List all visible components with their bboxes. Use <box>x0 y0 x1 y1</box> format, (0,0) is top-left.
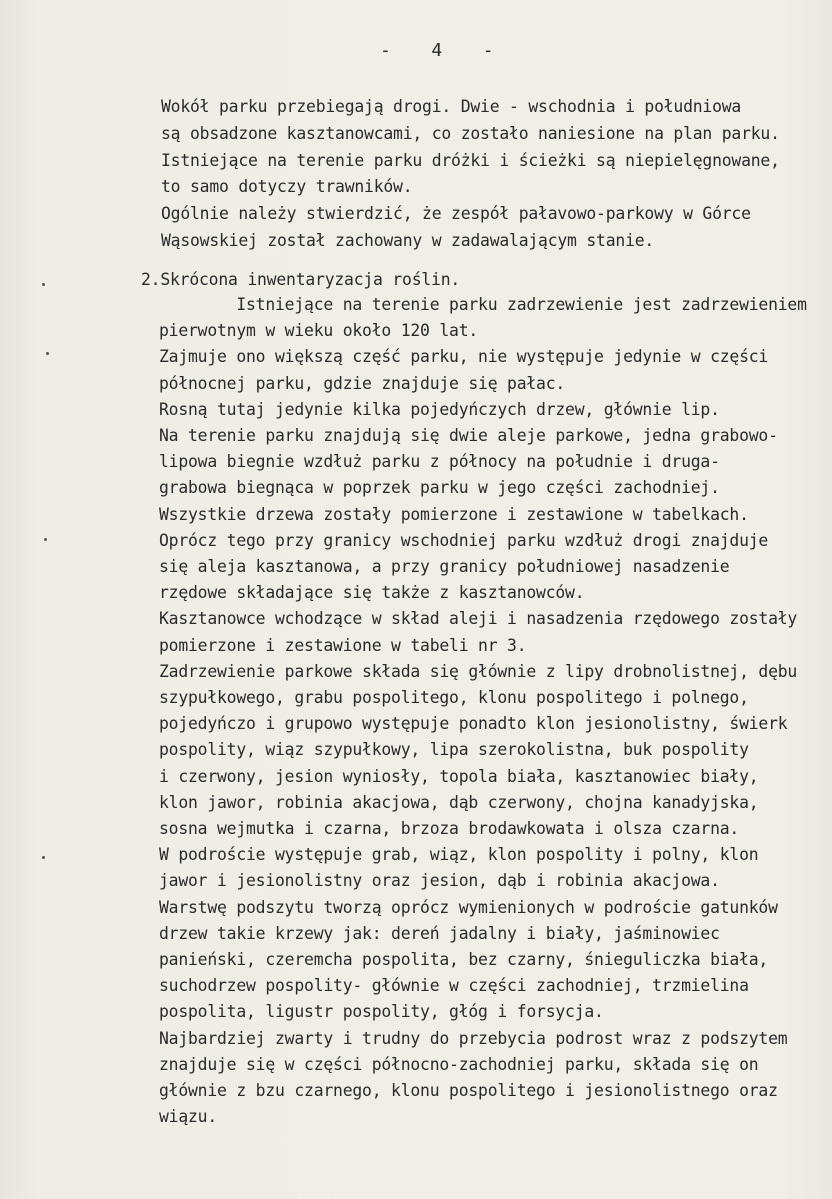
text-line: pomierzone i zestawione w tabeli nr 3. <box>159 635 527 655</box>
text-line: północnej parku, gdzie znajduje się pałac. <box>159 373 566 393</box>
text-line: rzędowe składające się także z kasztanowców. <box>159 583 585 603</box>
text-line: suchodrzew pospolity- głównie w części zachodniej, trzmielina <box>159 976 749 996</box>
page-number: - 4 - <box>380 40 496 61</box>
text-line: sosna wejmutka i czarna, brzoza brodawkowata i olsza czarna. <box>159 819 740 838</box>
text-line: szypułkowego, grabu pospolitego, klonu pospolitego i polnego, <box>159 688 749 707</box>
text-line: Najbardziej zwarty i trudny do przebycia podrost wraz z podszytem <box>159 1028 788 1048</box>
text-line: i czerwony, jesion wyniosły, topola biała, kasztanowiec biały, <box>159 766 759 786</box>
text-line: pospolity, wiąz szypułkowy, lipa szerokolistna, buk pospolity <box>159 740 749 760</box>
text-line: drzew takie krzewy jak: dereń jadalny i biały, jaśminowiec <box>159 923 720 943</box>
text-line: Zadrzewienie parkowe składa się głównie z lipy drobnolistnej, dębu <box>159 661 798 681</box>
text-line: znajduje się w części północno-zachodniej parku, składa się on <box>159 1054 759 1074</box>
text-line: Oprócz tego przy granicy wschodniej parku wzdłuż drogi znajduje <box>159 530 769 550</box>
text-line: klon jawor, robinia akacjowa, dąb czerwony, chojna kanadyjska, <box>159 792 759 812</box>
text-line: Rosną tutaj jedynie kilka pojedyńczych drzew, głównie lip. <box>159 399 720 419</box>
text-line: Istniejące na terenie parku dróżki i ścieżki są niepielęgnowane, <box>161 150 780 170</box>
text-line: Kasztanowce wchodzące w skład aleji i nasadzenia rzędowego zostały <box>159 609 798 629</box>
text-line: Wszystkie drzewa zostały pomierzone i zestawione w tabelkach. <box>159 504 749 524</box>
text-line: głównie z bzu czarnego, klonu pospolitego i jesionolistnego oraz <box>159 1081 778 1100</box>
text-line: Wokół parku przebiegają drogi. Dwie - wschodnia i południowa <box>161 97 742 116</box>
text-line: wiązu. <box>159 1107 218 1127</box>
text-line: Warstwę podszytu tworzą oprócz wymienionych w podroście gatunków <box>159 897 778 917</box>
text-line: się aleja kasztanowa, a przy granicy południowej nasadzenie <box>159 557 730 576</box>
text-line: to samo dotyczy trawników. <box>161 177 413 197</box>
text-line: lipowa biegnie wzdłuż parku z północy na południe i druga- <box>159 452 720 472</box>
text-line: pierwotnym w wieku około 120 lat. <box>159 321 479 341</box>
text-line: pospolita, ligustr pospolity, głóg i forsycja. <box>159 1002 604 1022</box>
text-line: panieński, czeremcha pospolita, bez czarny, śnieguliczka biała, <box>159 950 769 969</box>
text-line: Zajmuje ono większą część parku, nie występuje jedynie w części <box>159 347 769 367</box>
margin-mark <box>42 856 45 859</box>
text-line: Wąsowskiej został zachowany w zadawalającym stanie. <box>161 231 655 250</box>
margin-mark <box>44 538 47 541</box>
text-line: grabowa biegnąca w poprzek parku w jego części zachodniej. <box>159 478 720 498</box>
text-line: jawor i jesionolistny oraz jesion, dąb i robinia akacjowa. <box>159 871 720 891</box>
text-line: Istniejące na terenie parku zadrzewienie jest zadrzewieniem <box>159 295 807 314</box>
text-line: Ogólnie należy stwierdzić, że zespół pałavowo-parkowy w Górce <box>161 204 751 224</box>
text-line: pojedyńczo i grupowo występuje ponadto klon jesionolistny, świerk <box>159 714 788 734</box>
section-heading: 2.Skrócona inwentaryzacja roślin. <box>141 270 461 289</box>
text-line: Na terenie parku znajdują się dwie aleje parkowe, jedna grabowo- <box>159 426 778 445</box>
text-line: są obsadzone kasztanowcami, co zostało naniesione na plan parku. <box>161 123 780 143</box>
margin-mark <box>42 283 45 286</box>
margin-mark <box>46 352 49 355</box>
text-line: W podroście występuje grab, wiąz, klon pospolity i polny, klon <box>159 845 759 865</box>
